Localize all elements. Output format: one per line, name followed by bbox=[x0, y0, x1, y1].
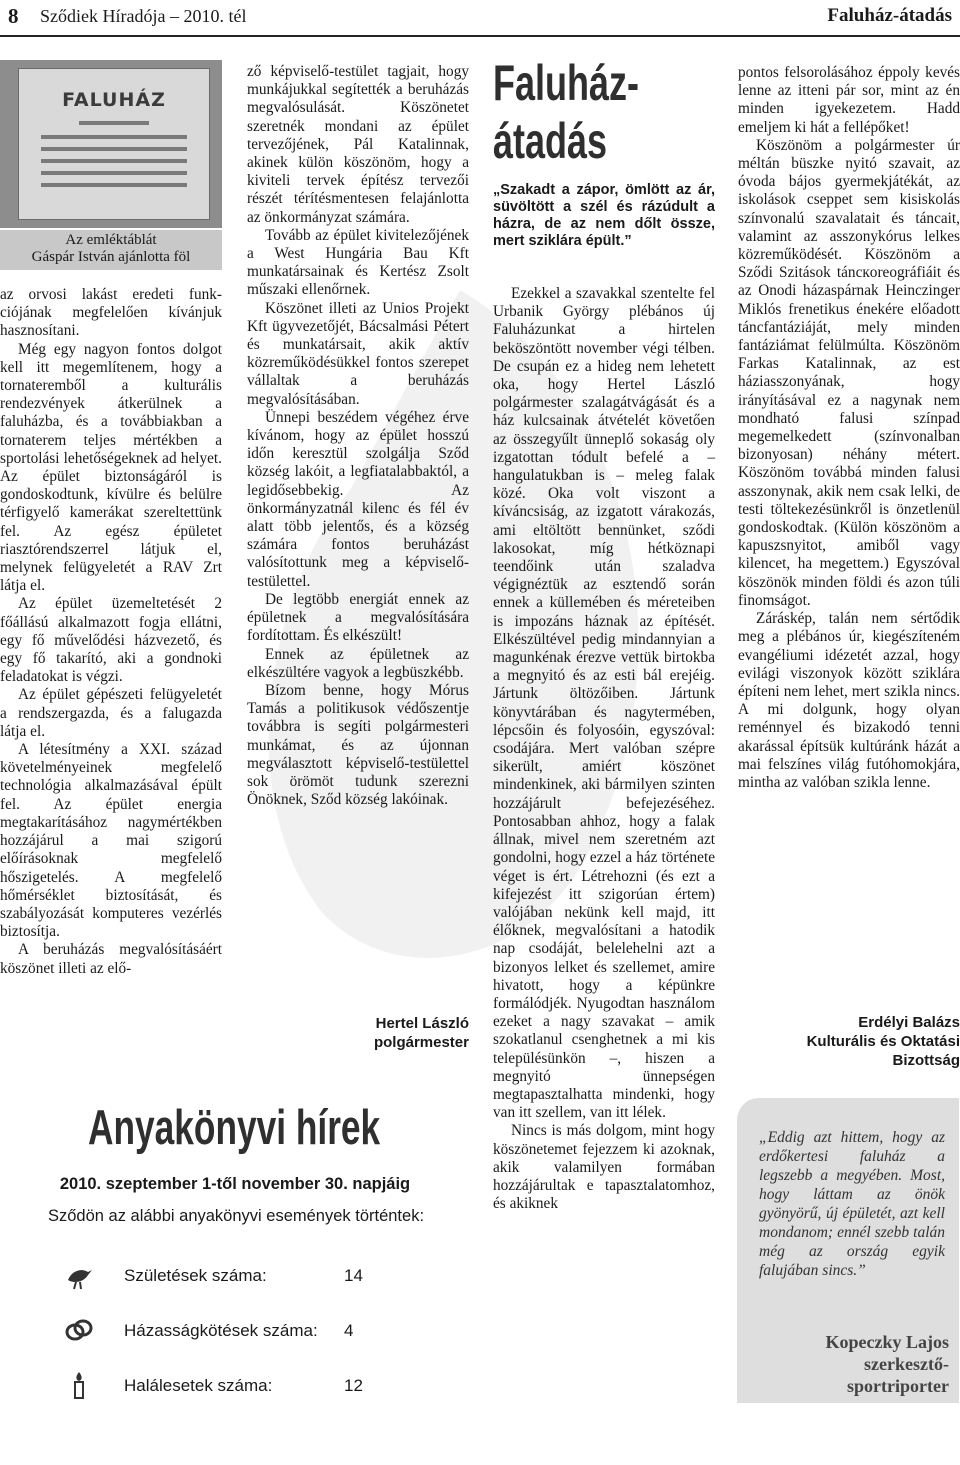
quote-author-role: szerkesztő- bbox=[864, 1354, 949, 1374]
paragraph: A beruházás megvalósításáért köszönet illeti az elő- bbox=[0, 941, 222, 977]
stat-value: 4 bbox=[344, 1321, 354, 1340]
stat-label: Halálesetek száma: bbox=[124, 1376, 273, 1395]
stork-icon bbox=[64, 1260, 94, 1290]
paragraph: Tovább az épület kivitelezőjének a West Hungária Bau Kft munkatársainak és Kertész Zsolt műszaki ellenőrnek. bbox=[247, 226, 469, 299]
paragraph: az orvosi lakást eredeti funk-ciójának megfelelően kívánjuk hasznosítani. bbox=[0, 286, 222, 340]
plaque-line bbox=[41, 147, 187, 151]
paragraph: Köszönöm a polgármester úr méltán büszke nyitó szavait, az óvoda bájos gyermekjátékát, az iskolások cseppet sem kisiskolás színvonalú szavalatait és táncait, valamint az asszonykórus lelkes közreműködését. Köszönöm a Sződi Szitások táncкoreográfiáit és az Onodi házaspárnak Heinczinger Miklós frenetikus énekére előadott táncfantáziáját, mely minden fantáziámat felülmúlta. Köszönöm Farkas Katalinnak, az est háziasszonyának, hogy irányításával ez a nagynak nem mondható falusi színpad megemelkedett (színvonalban bizonyosan) néhány métert. Köszönöm továbbá minden falusi asszonynak, akik nem csak lelki, de testi töltekezésünkről is önzetlenül gondoskodtak. (Külön köszönöm a kapuszsnyitot, amiből vagy kilencet, ha megettem.) Egyszóval köszönök minden földi és azon túli finomságot. bbox=[738, 136, 960, 609]
wedding-rings-icon bbox=[64, 1315, 94, 1345]
article-column-4 bbox=[738, 64, 960, 792]
article-column-1 bbox=[0, 286, 222, 978]
article-column-2 bbox=[247, 63, 469, 809]
quote-text: „Eddig azt hittem, hogy az erdőkertesi faluház a legszebb a megyében. Most, hogy láttam az önök gyönyörű, új épületét, azt kell mondanom; ennél szebb talán még az ország egyik falujában sincs.” bbox=[759, 1129, 945, 1279]
quote-author-name: Kopeczky Lajos bbox=[825, 1332, 949, 1352]
photo-caption bbox=[0, 230, 222, 270]
caption-line: Az emléktáblát bbox=[65, 232, 157, 248]
deaths-row bbox=[64, 1372, 384, 1402]
committee-signature bbox=[738, 1013, 960, 1070]
page-number: 8 bbox=[8, 4, 19, 28]
paragraph: Ennek az épületnek az elkészültére vagyok a legbüszkébb. bbox=[247, 645, 469, 681]
plaque-line bbox=[41, 135, 187, 139]
signature-title: polgármester bbox=[373, 1034, 469, 1051]
signature-name: Erdélyi Balázs bbox=[858, 1014, 960, 1031]
article-lead: „Szakadt a zápor, ömlött az ár, süvöltött a szél és rázúdult a házra, de az nem dőlt össze, mert sziklára épült.” bbox=[493, 182, 715, 249]
paragraph: Bízom benne, hogy Mórus Tamás a politikusok védőszentje továbbra is segíti polgármesteri munkámat, és az újonnan megválasztott képviselő-testülettel sok örömöt tudunk szerezni Önöknek, Sződ község lakóinak. bbox=[247, 681, 469, 809]
paragraph: ző képviselő-testület tagjait, hogy munkájukkal segítették a beruházás megvalósulását. Köszönetet szeretnék mondani az épület tervezőjének, Pál Katalinnak, akinek külön köszönöm, hogy a kiviteli tervek építész tervezői részét térítésmentesen felajánlotta az önkormányzat számára. bbox=[247, 63, 469, 226]
registry-subtitle: Sződön az alábbi anyakönyvi események történtek: bbox=[47, 1207, 425, 1225]
candle-icon bbox=[64, 1370, 94, 1400]
plaque-line bbox=[41, 183, 187, 187]
paragraph: Az épület üzemeltetését 2 főállású alkalmazott fogja ellátni, egy fő művelődési házvezető, és egy fő takarító, aki a gondnoki feladatokat is végzi. bbox=[0, 595, 222, 686]
article-column-3 bbox=[493, 285, 715, 1213]
plaque-line bbox=[41, 171, 187, 175]
quote-author bbox=[749, 1331, 949, 1397]
signature-name: Hertel László bbox=[375, 1015, 469, 1032]
paragraph: Záráskép, talán nem sértődik meg a plébános úr, kiegészítеném evangéliumi idézetét azzal, hogy evilági viszonyok között sziklára építeni nem lehet, mert szikla nincs. A mi dolgunk, hogy olyan reménnyel és bizakodó tenni akarással építsük kultúránk házát a mai felszínes világ futóhomokjára, mintha az valóban szikla lenne. bbox=[738, 610, 960, 791]
stat-value: 12 bbox=[344, 1376, 363, 1395]
publication-title: Sződiek Híradója – 2010. tél bbox=[40, 6, 247, 26]
quote-box bbox=[737, 1098, 959, 1403]
plaque-line bbox=[79, 121, 149, 125]
caption-line: Gáspár István ajánlotta föl bbox=[31, 249, 191, 265]
births-row bbox=[64, 1262, 384, 1292]
paragraph: Az épület gépészeti felügyeletét a rendszergazda, és a falugazda látja el. bbox=[0, 686, 222, 740]
paragraph: De legtöbb energiát ennek az épületnek a megvalósítására fordítottam. És elkészült! bbox=[247, 590, 469, 645]
paragraph: Nincs is más dolgom, mint hogy köszönetemet fejezzem ki azoknak, akik valamilyen formában hozzájárultak e tapasztalatomhoz, és akiknek bbox=[493, 1122, 715, 1213]
paragraph: A létesítmény a XXI. század követelményeinek megfelelő technológia alkalmazásával épült fel. Az épület energia megtakarításához nagymértékben hozzájárul a mai szigorú előírásoknak megfelelő hőszigetelés. A megfelelő hőmérséklet biztosítását, és szabályozását komputeres vezérlés biztosítja. bbox=[0, 741, 222, 941]
stat-label: Házasságkötések száma: bbox=[124, 1321, 318, 1340]
section-title: Faluház-átadás bbox=[827, 5, 952, 26]
mayor-signature bbox=[247, 1014, 469, 1052]
registry-title: Anyakönyvi hírek bbox=[88, 1101, 381, 1155]
paragraph: Még egy nagyon fontos dolgot kell itt megemlítenem, hogy a tornateremből a kulturális rendezvények átkerülnek a faluházba, és a továbbiakban a tornaterem teljes mértékben a sportolási lehetőségeknek ad helyet. Az épület biztonságáról is gondoskodtunk, kívülre és belülre térfigyelő kamerákat szereltettünk fel. Az egész épületet riasztórendszerrel látjuk el, melynek felügyeletét a RAV Zrt látja el. bbox=[0, 340, 222, 595]
article-title-line: átadás bbox=[493, 113, 608, 169]
paragraph: pontos felsorolásához éppoly kevés lenne az itteni pár sor, mint az én minden igyekezetem. Hadd emeljem ki hát a fellépőket! bbox=[738, 64, 960, 136]
stat-label: Születések száma: bbox=[124, 1266, 267, 1285]
paragraph: Ezekkel a szavakkal szenteltе fel Urbanik György plébános új Faluházunkat a hirtelen beköszöntött november végi télben. De csupán ez a hideg nem lehetett oka, hogy Hertel László polgármester szalagátvágását és a ház kulcsainak átvételét követően az összegyűlt ünneplő sokaság oly izgatottan tódult befelé a – hangulatukban is – meleg falak közé. Oka volt viszont a kíváncsiság, az izgatott várakozás, ami eltöltött bennünket, sződi lakosokat, míg hétköznapi teendőink után szaladva végignéztük az esztendő során ennek a küllemében és méreteiben is impozáns háznak az építését. Elkészültével pedig mindannyian a magunkénak érezve vettük birtokba a megnyitó és az esti bál erejéig. Jártunk öltözőiben. Jártunk könyvtárában és nagytermében, lépcsőin és folyosóin, egyszóval: csodájára. Mert valóban szépre sikerült, amiért köszönet mindenkinek, aki bármilyen szinten hozzájárult befejezéséhez. Pontosabban ahhoz, hogy a falak állnak, mivel nem szeretném azt gondolni, hogy ezzel a ház története véget is ért. Létrehozni (és ezt a kifejezést itt szigorúan értem) valójában nekünk kell majd, itt élőknek, megvalósítani a hatodik nap csodáját, belelehelni azt a bizonyos lelket és szellemet, amire hivatott, hogy a képünkre formálódjék. Nyugodtan használom ezeket a nagy szavakat – amik szokatlanul csenghetnek a mi kis településünkön –, hiszen a megnyitó ünnepségen megtapasztalhatta mindenki, hogy van itt szellem, van itt lélek. bbox=[493, 285, 715, 1122]
plaque-line bbox=[41, 159, 187, 163]
plaque-photo bbox=[0, 60, 222, 228]
stat-value: 14 bbox=[344, 1266, 363, 1285]
signature-line: Kulturális és Oktatási bbox=[806, 1033, 960, 1050]
page-header bbox=[0, 0, 960, 36]
registry-period: 2010. szeptember 1-től november 30. napjáig bbox=[59, 1175, 411, 1193]
plaque-title: FALUHÁZ bbox=[62, 89, 166, 111]
header-rule bbox=[0, 35, 960, 37]
paragraph: Ünnepi beszédem végéhez érve kívánom, hogy az épület hosszú időn keresztül szolgálja Sződ község lakóit, a legfiatalabbaktól, a legidősebbekig. Az önkormányzatnál kilenc és fél év alatt több jelentős, és a község számára fontos beruházást valósítottunk meg a képviselő-testülettel. bbox=[247, 408, 469, 590]
paragraph: Köszönet illeti az Unios Projekt Kft ügyvezetőjét, Bácsalmási Pétert és munkatársait, akik aktív közreműködésükkel fontos szerepet vállaltak a beruházás megvalósításában. bbox=[247, 299, 469, 408]
memorial-plaque bbox=[18, 68, 210, 220]
signature-line: Bizottság bbox=[892, 1052, 960, 1069]
marriages-row bbox=[64, 1317, 384, 1347]
quote-author-role: sportriporter bbox=[847, 1376, 949, 1396]
article-title-line: Faluház- bbox=[493, 55, 640, 111]
